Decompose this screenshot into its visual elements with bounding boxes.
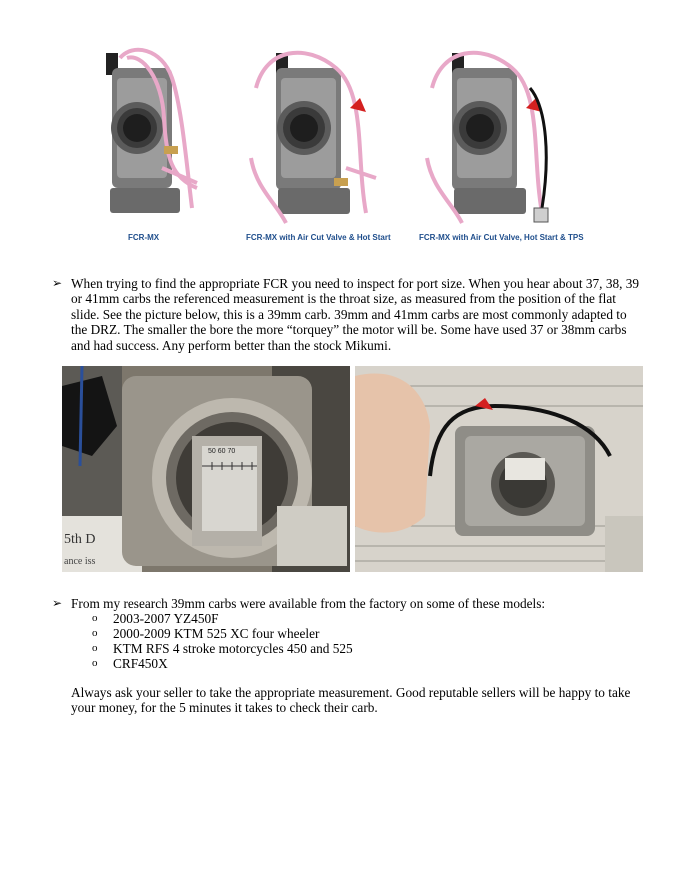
bullet-arrow: ➢ <box>52 276 63 290</box>
list-item-crf450x: CRF450X <box>113 656 168 671</box>
paragraph-research: From my research 39mm carbs were available from the factory on some of these models: <box>71 596 546 611</box>
carb-image-fcr-mx-acv-hot-start <box>246 38 381 228</box>
carb-image-fcr-mx <box>92 38 202 228</box>
list-item-ktm-525-xc: 2000-2009 KTM 525 XC four wheeler <box>113 626 320 641</box>
list-marker: o <box>92 627 98 639</box>
photo-newsprint-text-2: ance iss <box>64 556 96 567</box>
photo-carb-in-hand <box>355 366 643 572</box>
photo-carb-throat-ruler <box>62 366 350 572</box>
bullet-arrow-2: ➢ <box>52 596 63 610</box>
list-item-ktm-rfs: KTM RFS 4 stroke motorcycles 450 and 525 <box>113 641 353 656</box>
caption-fcr-mx-acv-hot-start: FCR-MX with Air Cut Valve & Hot Start <box>246 233 391 242</box>
list-marker: o <box>92 642 98 654</box>
caption-fcr-mx: FCR-MX <box>128 233 160 242</box>
paragraph-port-size: When trying to find the appropriate FCR you need to inspect for port size. When you hear about 37, 38, 39 or 41mm carbs the referenced measurement is the throat size, as measured from the position of the flat slide. See the picture below, this is a 39mm carb. 39mm and 41mm carbs are most commonly adapted to the DRZ. The smaller the bore the more “torquey” the motor will be. Some have used 37 or 38mm carbs and had success. Any perform better than the stock Mikumi. <box>71 276 640 353</box>
ruler-numbers: 50 60 70 <box>208 448 236 455</box>
paragraph-closing: Always ask your seller to take the appropriate measurement. Good reputable sellers will be happy to take your money, for the 5 minutes it takes to check their carb. <box>71 685 631 716</box>
photo-newsprint-text: 5th D <box>64 532 96 547</box>
carb-image-fcr-mx-acv-hot-start-tps <box>422 38 557 228</box>
list-marker: o <box>92 657 98 669</box>
list-marker: o <box>92 612 98 624</box>
caption-fcr-mx-acv-hot-start-tps: FCR-MX with Air Cut Valve, Hot Start & TPS <box>419 233 584 242</box>
list-item-yz450f: 2003-2007 YZ450F <box>113 611 219 626</box>
